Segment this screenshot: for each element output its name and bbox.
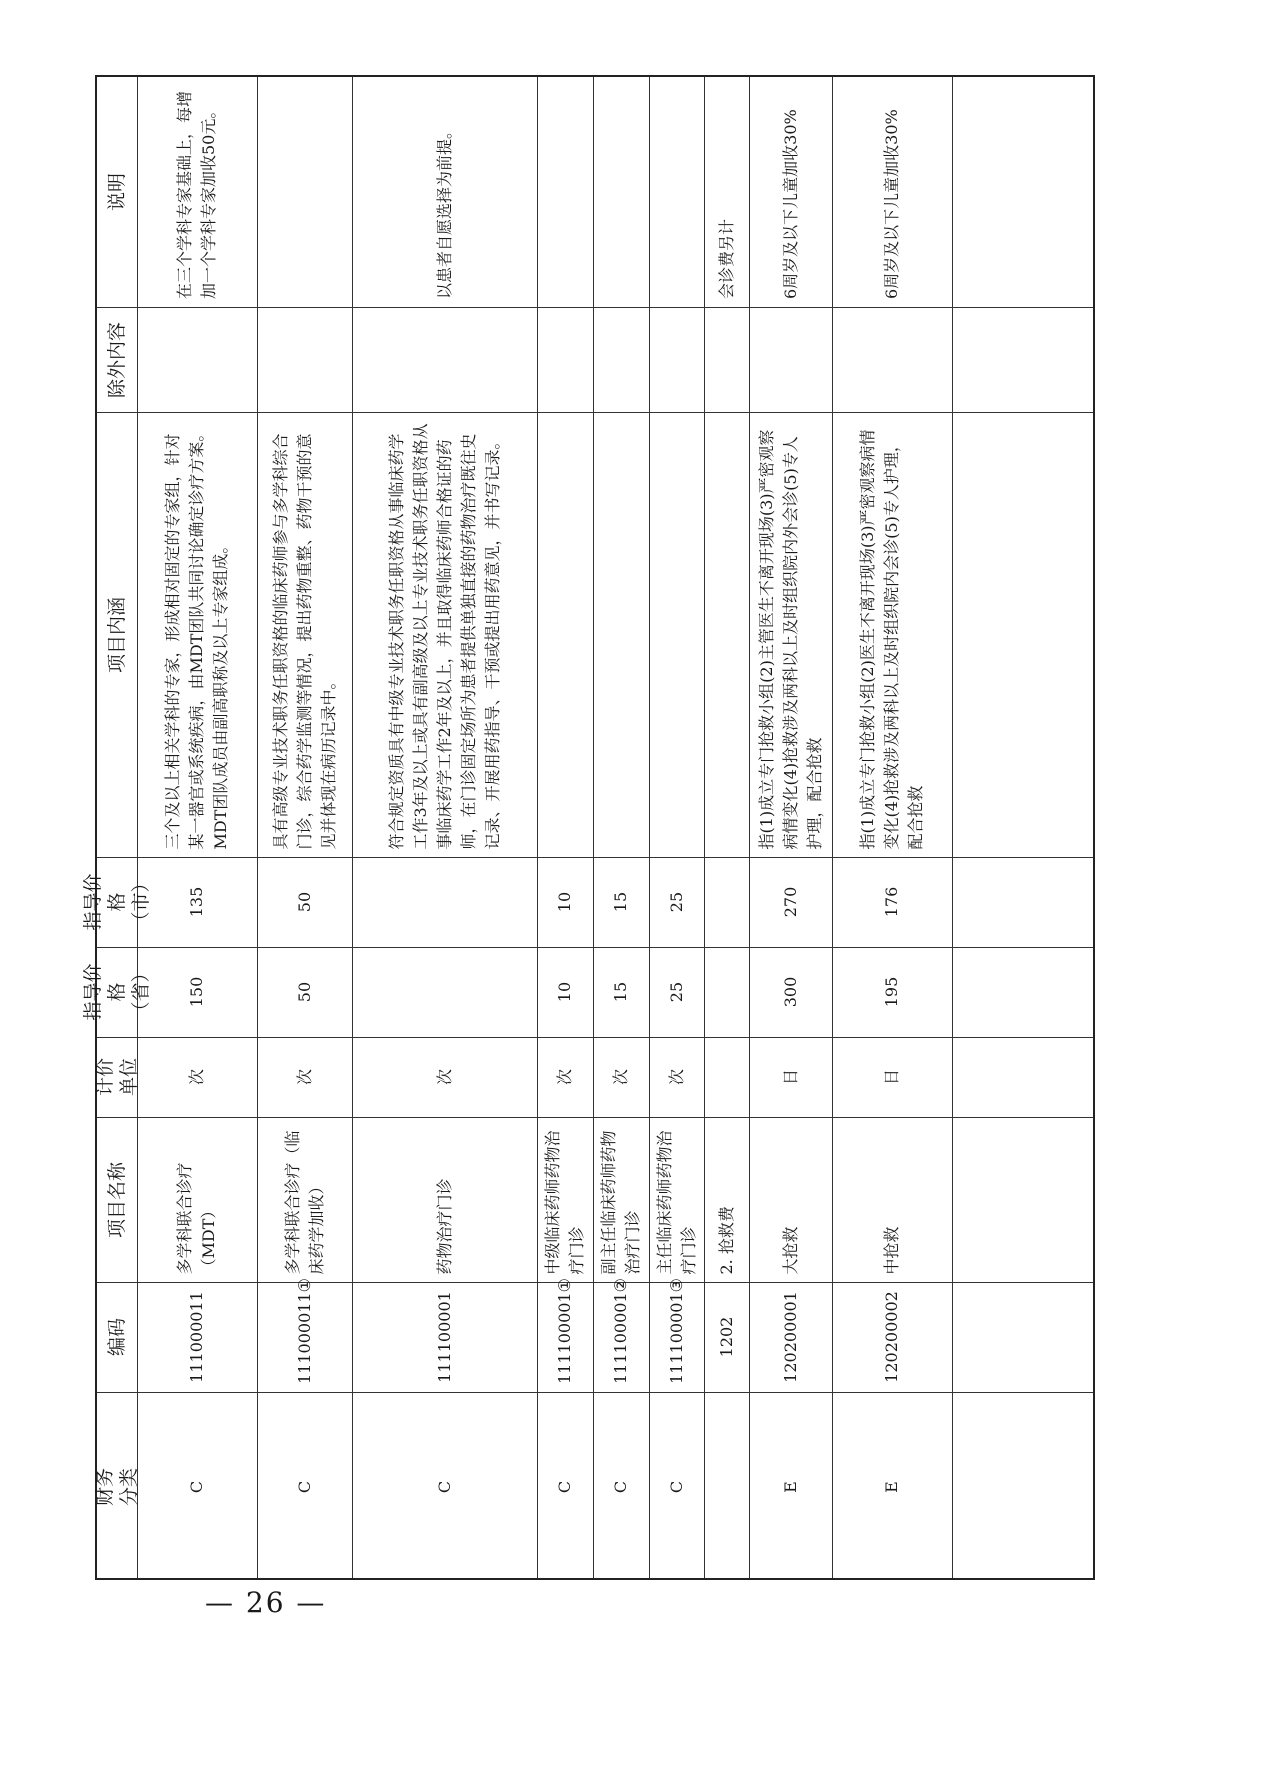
cell-unit	[749, 1037, 832, 1117]
cell-category-text: C	[434, 1480, 454, 1494]
header-unit-text: 计价 单位	[94, 1058, 140, 1097]
cell-exclude	[352, 307, 537, 412]
cell-price-city	[593, 857, 649, 947]
cell-unit	[257, 1037, 352, 1117]
cell-category-text: E	[882, 1481, 901, 1493]
cell-price-province-text: 150	[187, 976, 206, 1008]
cell-code-text: 120200001	[780, 1291, 800, 1383]
cell-price-province	[593, 947, 649, 1037]
cell-unit-text: 次	[434, 1069, 454, 1086]
cell-unit-text: 次	[666, 1069, 686, 1086]
cell-exclude	[537, 307, 593, 412]
cell-code	[352, 1282, 537, 1392]
page-number: — 26 —	[205, 1586, 327, 1619]
cell-unit	[649, 1037, 704, 1117]
header-price-city-text: 指导价格 （市）	[82, 873, 152, 931]
cell-unit-text: 次	[294, 1069, 314, 1086]
cell-name	[593, 1117, 649, 1282]
cell-name	[537, 1117, 593, 1282]
cell-code	[749, 1282, 832, 1392]
cell-category	[749, 1392, 832, 1582]
cell-note	[593, 77, 649, 307]
cell-note	[137, 77, 257, 307]
cell-exclude	[257, 307, 352, 412]
header-code	[97, 1282, 137, 1392]
cell-price-city-text: 15	[611, 891, 630, 913]
cell-note-text: 会诊费另计	[716, 218, 736, 299]
cell-category	[593, 1392, 649, 1582]
cell-content-text: 三个及以上相关学科的专家，形成相对固定的专家组，针对某一器官或系统疾病，由MDT团队共同讨论确定诊疗方案。MDT团队成员由副高职称及以上专家组成。	[163, 425, 230, 849]
cell-category-text: C	[187, 1480, 206, 1494]
cell-note-text: 在三个学科专家基础上，每增加一个学科专家加收50元。	[175, 90, 218, 299]
header-category-text: 财务 分类	[94, 1468, 140, 1507]
row-separator	[952, 77, 953, 1578]
cell-name	[749, 1117, 832, 1282]
cell-note	[749, 77, 832, 307]
cell-category	[832, 1392, 952, 1582]
header-price-province	[82, 947, 152, 1037]
cell-code	[649, 1278, 704, 1392]
header-category	[94, 1392, 140, 1582]
cell-note-text: 6周岁及以下儿童加收30%	[882, 109, 901, 299]
cell-content-text: 指(1)成立专门抢救小组(2)医生不离开现场(3)严密观察病情变化(4)抢救涉及两科以上及时组织院内会诊(5)专人护理，配合抢救	[858, 429, 925, 849]
cell-price-city	[352, 857, 537, 947]
cell-price-province-text: 10	[555, 981, 574, 1003]
cell-code-text: 1202	[716, 1316, 736, 1358]
cell-price-city-text: 50	[294, 891, 314, 913]
cell-note	[704, 77, 749, 307]
cell-code	[257, 1278, 352, 1392]
cell-name-text: 多学科联合诊疗（MDT）	[175, 1161, 218, 1274]
cell-code	[537, 1278, 593, 1392]
cell-exclude	[649, 307, 704, 412]
cell-category-text: C	[555, 1480, 574, 1494]
header-price-province-text: 指导价格 （省）	[82, 963, 152, 1021]
price-table	[82, 75, 1095, 1580]
header-exclude-text: 除外内容	[106, 321, 128, 398]
cell-unit-text: 次	[555, 1069, 574, 1086]
cell-code-text: 111000011	[187, 1291, 206, 1383]
cell-price-province-text: 50	[294, 981, 314, 1003]
cell-price-province	[704, 947, 749, 1037]
cell-price-province	[832, 947, 952, 1037]
cell-code	[593, 1278, 649, 1392]
cell-price-city	[704, 857, 749, 947]
cell-name-text: 药物治疗门诊	[434, 1177, 454, 1274]
cell-content	[832, 412, 952, 857]
cell-name-text: 2. 抢救费	[716, 1205, 736, 1274]
cell-unit	[352, 1037, 537, 1117]
cell-unit	[832, 1037, 952, 1117]
cell-exclude	[137, 307, 257, 412]
cell-unit-text: 日	[882, 1069, 901, 1086]
cell-content	[537, 412, 593, 857]
cell-price-province-text: 195	[882, 976, 901, 1008]
cell-content	[749, 412, 832, 857]
cell-code	[704, 1282, 749, 1392]
cell-price-city	[137, 857, 257, 947]
cell-name	[649, 1117, 704, 1282]
cell-code-text: 111100001②	[611, 1278, 630, 1384]
cell-name	[137, 1117, 257, 1282]
cell-category-text: C	[666, 1480, 686, 1494]
cell-category-text: E	[780, 1481, 800, 1493]
cell-price-province-text: 15	[611, 981, 630, 1003]
cell-unit-text: 次	[611, 1069, 630, 1086]
cell-price-province	[537, 947, 593, 1037]
cell-category	[137, 1392, 257, 1582]
header-exclude	[97, 307, 137, 412]
cell-name-text: 副主任临床药师药物治疗门诊	[599, 1129, 642, 1274]
cell-note-text: 6周岁及以下儿童加收30%	[780, 109, 800, 299]
cell-price-city-text: 10	[555, 891, 574, 913]
cell-category	[704, 1392, 749, 1582]
cell-price-province-text: 25	[666, 981, 686, 1003]
cell-note	[537, 77, 593, 307]
cell-category-text: C	[294, 1480, 314, 1494]
cell-unit-text: 次	[187, 1069, 206, 1086]
cell-price-city	[832, 857, 952, 947]
cell-content	[257, 412, 352, 857]
cell-code-text: 111000011①	[294, 1278, 314, 1384]
cell-name-text: 中抢救	[882, 1225, 901, 1274]
cell-price-province	[257, 947, 352, 1037]
cell-code-text: 111100001③	[666, 1278, 686, 1384]
cell-code-text: 111100001	[434, 1291, 454, 1383]
cell-note-text: 以患者自愿选择为前提。	[434, 122, 454, 299]
cell-name-text: 主任临床药师药物治疗门诊	[654, 1129, 698, 1274]
cell-name	[257, 1117, 352, 1282]
cell-code-text: 120200002	[882, 1291, 901, 1383]
header-note	[97, 77, 137, 307]
cell-name	[352, 1117, 537, 1282]
cell-exclude	[593, 307, 649, 412]
cell-content	[704, 412, 749, 857]
cell-price-city-text: 270	[780, 886, 800, 918]
cell-name-text: 大抢救	[780, 1225, 800, 1274]
cell-unit	[704, 1037, 749, 1117]
cell-price-province	[352, 947, 537, 1037]
cell-note	[352, 77, 537, 307]
cell-content-text: 符合规定资质具有中级专业技术职务任职资格从事临床药学工作3年及以上或具有副高级及以上专业技术职务任职资格从事临床药学工作2年及以上，并且取得临床药师合格证的药师，在门诊固定场所为患者提供单独直接的药物治疗既往史记录、开展用药指导、干预或提出用药意见，并书写记录。	[386, 422, 502, 849]
cell-price-city-text: 25	[666, 891, 686, 913]
cell-price-city	[257, 857, 352, 947]
header-unit	[94, 1037, 140, 1117]
header-name	[97, 1117, 137, 1282]
cell-unit	[537, 1037, 593, 1117]
cell-name-text: 中级临床药师药物治疗门诊	[543, 1129, 586, 1274]
cell-name	[832, 1117, 952, 1282]
header-note-text: 说明	[106, 173, 128, 212]
cell-content	[593, 412, 649, 857]
cell-unit	[137, 1037, 257, 1117]
cell-price-city-text: 135	[187, 886, 206, 918]
cell-exclude	[749, 307, 832, 412]
cell-price-city	[537, 857, 593, 947]
cell-category	[257, 1392, 352, 1582]
cell-price-city-text: 176	[882, 886, 901, 918]
cell-exclude	[832, 307, 952, 412]
header-code-text: 编码	[106, 1318, 128, 1357]
cell-code	[832, 1282, 952, 1392]
header-price-city	[82, 857, 152, 947]
cell-name-text: 多学科联合诊疗（临床药学加收）	[282, 1129, 326, 1274]
cell-code-text: 111100001①	[555, 1278, 574, 1384]
cell-note	[257, 77, 352, 307]
header-content-text: 项目内涵	[106, 596, 128, 673]
header-content	[97, 412, 137, 857]
cell-unit-text: 日	[780, 1069, 800, 1086]
cell-price-province	[749, 947, 832, 1037]
cell-note	[649, 77, 704, 307]
cell-content	[137, 412, 257, 857]
cell-exclude	[704, 307, 749, 412]
cell-price-province	[137, 947, 257, 1037]
cell-category	[649, 1392, 704, 1582]
cell-content	[352, 412, 537, 857]
cell-category	[537, 1392, 593, 1582]
cell-note	[832, 77, 952, 307]
cell-price-province	[649, 947, 704, 1037]
cell-category-text: C	[611, 1480, 630, 1494]
cell-price-city	[649, 857, 704, 947]
cell-unit	[593, 1037, 649, 1117]
cell-name	[704, 1117, 749, 1282]
cell-code	[137, 1282, 257, 1392]
cell-content	[649, 412, 704, 857]
cell-price-city	[749, 857, 832, 947]
cell-content-text: 具有高级专业技术职务任职资格的临床药师参与多学科综合门诊，综合药学监测等情况，提出药物重整、药物干预的意见并体现在病历记录中。	[270, 432, 338, 849]
cell-category	[352, 1392, 537, 1582]
cell-content-text: 指(1)成立专门抢救小组(2)主管医生不离开现场(3)严密观察病情变化(4)抢救涉及两科以上及时组织院内外会诊(5)专人护理，配合抢救	[756, 429, 824, 849]
cell-price-province-text: 300	[780, 976, 800, 1008]
header-name-text: 项目名称	[106, 1161, 128, 1238]
